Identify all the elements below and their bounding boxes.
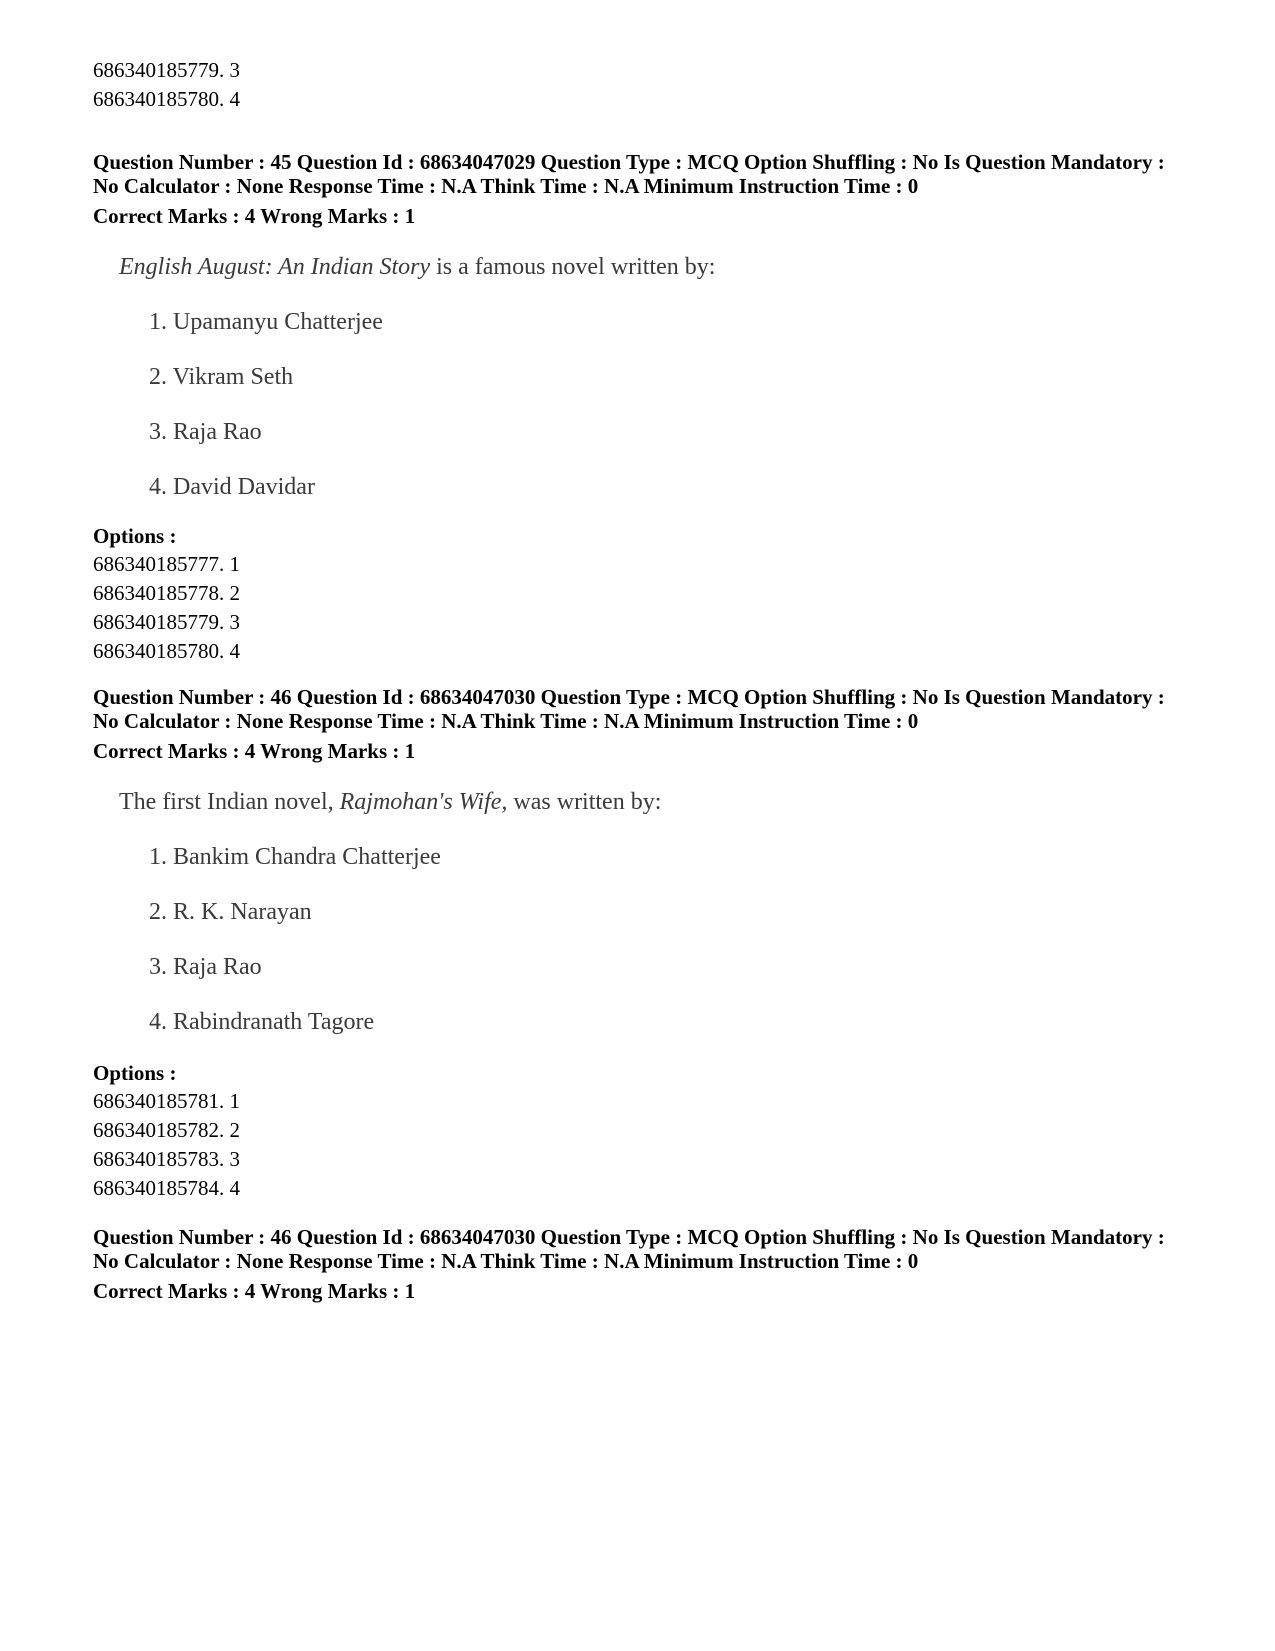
option-line: 686340185778. 2 xyxy=(93,581,240,605)
question-block-45 xyxy=(93,150,1213,666)
question-stem xyxy=(119,787,1213,817)
question-choice: 2. Vikram Seth xyxy=(149,364,294,390)
question-choice: 1. Upamanyu Chatterjee xyxy=(149,309,383,335)
question-choice: 2. R. K. Narayan xyxy=(149,899,312,925)
question-choice: 4. Rabindranath Tagore xyxy=(149,1009,375,1035)
question-block-trailing xyxy=(93,1225,1213,1305)
question-choice: 4. David Davidar xyxy=(149,474,315,500)
options-label: Options : xyxy=(93,524,177,548)
question-choice: 1. Bankim Chandra Chatterjee xyxy=(149,844,441,870)
options-label: Options : xyxy=(93,1061,177,1085)
stem-italic-title: English August: An Indian Story xyxy=(119,254,431,280)
previous-options xyxy=(93,56,240,114)
question-image xyxy=(93,787,1213,1037)
question-meta-line-1: Question Number : 46 Question Id : 68634047030 Question Type : MCQ Option Shuffling : No Is Question Mandatory : xyxy=(93,1225,1165,1249)
question-image xyxy=(93,252,1213,502)
stem-suffix: is a famous novel written by: xyxy=(430,254,716,280)
option-line: 686340185779. 3 xyxy=(93,58,240,82)
option-line: 686340185777. 1 xyxy=(93,552,240,576)
question-marks: Correct Marks : 4 Wrong Marks : 1 xyxy=(93,1279,416,1303)
option-line: 686340185783. 3 xyxy=(93,1147,240,1171)
option-line: 686340185781. 1 xyxy=(93,1089,240,1113)
question-meta-line-1: Question Number : 45 Question Id : 68634047029 Question Type : MCQ Option Shuffling : No Is Question Mandatory : xyxy=(93,150,1165,174)
option-line: 686340185780. 4 xyxy=(93,87,240,111)
option-line: 686340185784. 4 xyxy=(93,1176,240,1200)
options-section xyxy=(93,522,1213,666)
question-meta-line-2: No Calculator : None Response Time : N.A Think Time : N.A Minimum Instruction Time : 0 xyxy=(93,1249,919,1273)
question-block-46 xyxy=(93,685,1213,1203)
stem-prefix: The first Indian novel, xyxy=(119,789,340,815)
stem-italic-title: Rajmohan's Wife, xyxy=(339,789,508,815)
question-marks: Correct Marks : 4 Wrong Marks : 1 xyxy=(93,204,416,228)
question-choice: 3. Raja Rao xyxy=(149,419,262,445)
question-marks: Correct Marks : 4 Wrong Marks : 1 xyxy=(93,739,416,763)
question-meta-line-2: No Calculator : None Response Time : N.A Think Time : N.A Minimum Instruction Time : 0 xyxy=(93,174,919,198)
question-choice: 3. Raja Rao xyxy=(149,954,262,980)
option-line: 686340185782. 2 xyxy=(93,1118,240,1142)
stem-suffix: was written by: xyxy=(507,789,662,815)
option-line: 686340185780. 4 xyxy=(93,639,240,663)
question-meta-line-2: No Calculator : None Response Time : N.A Think Time : N.A Minimum Instruction Time : 0 xyxy=(93,709,919,733)
option-line: 686340185779. 3 xyxy=(93,610,240,634)
question-meta-line-1: Question Number : 46 Question Id : 68634047030 Question Type : MCQ Option Shuffling : No Is Question Mandatory : xyxy=(93,685,1165,709)
question-stem xyxy=(119,252,1213,282)
options-section xyxy=(93,1059,1213,1203)
